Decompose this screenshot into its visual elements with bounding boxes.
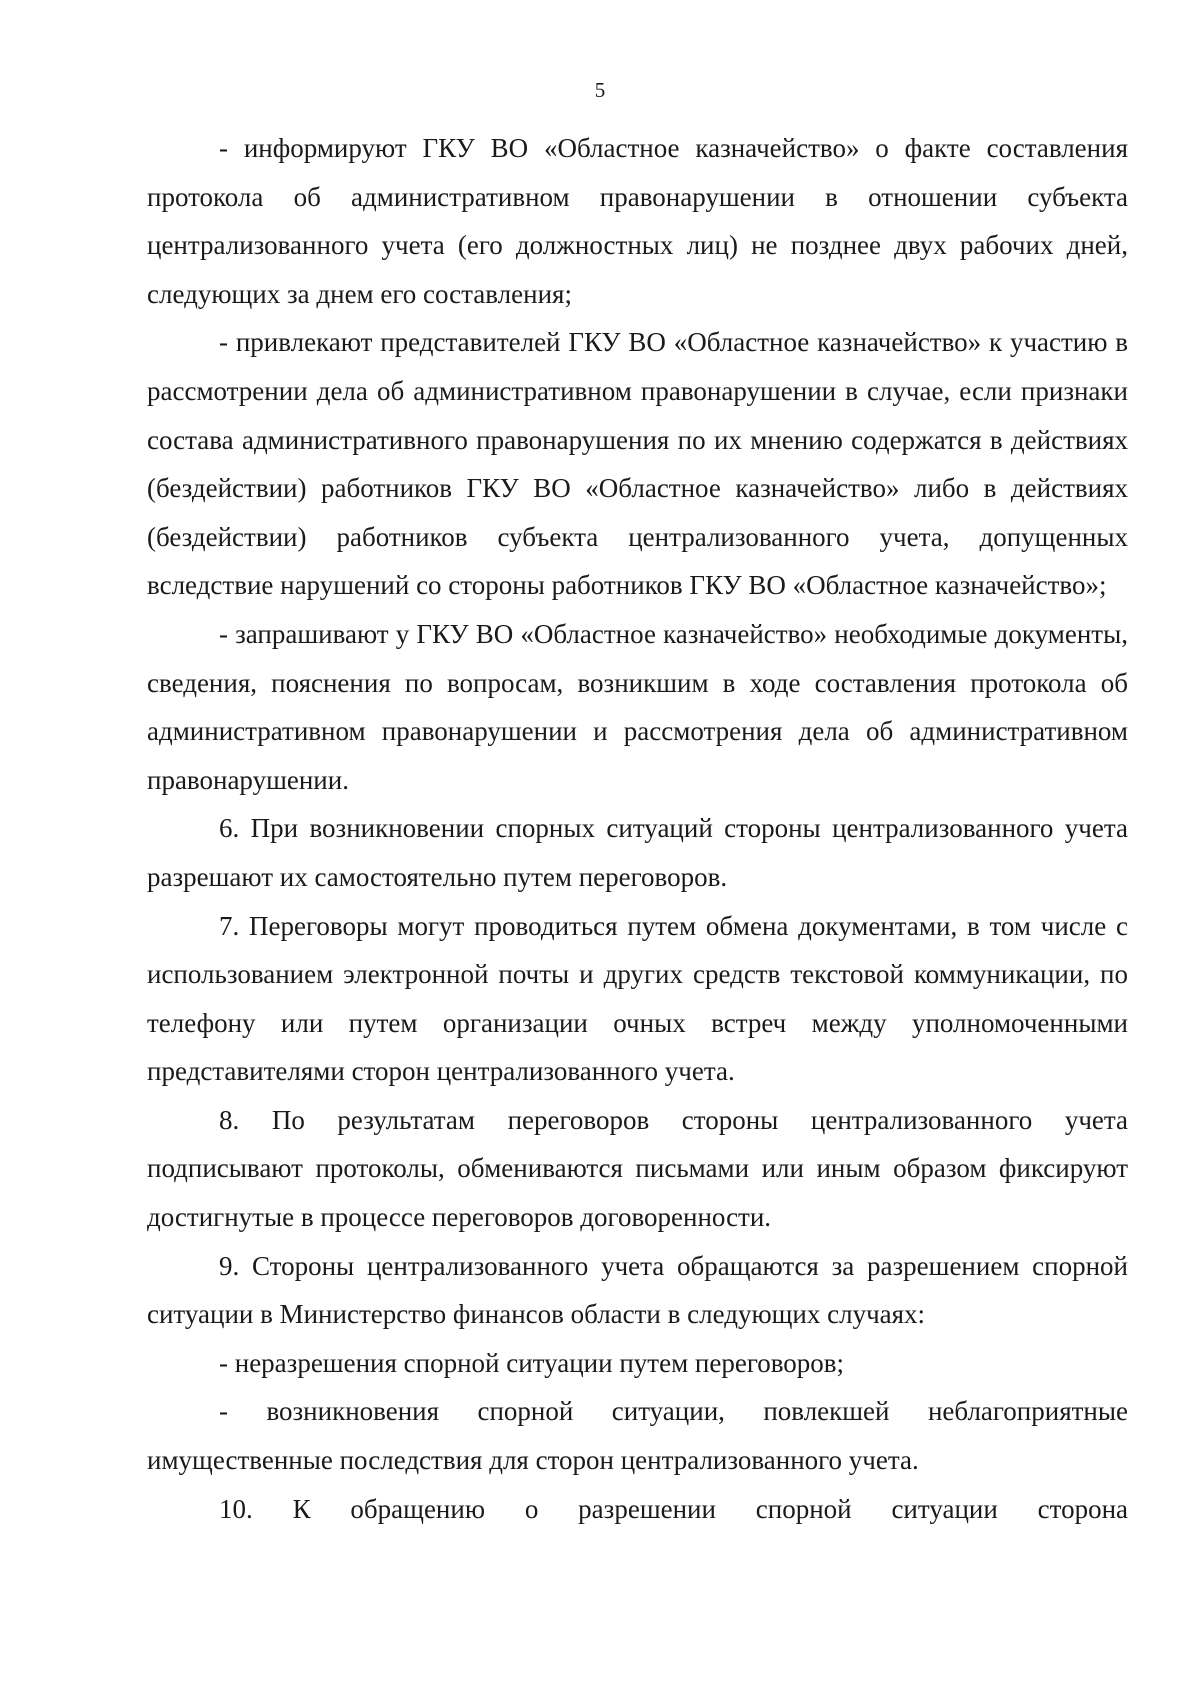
paragraph-case-negotiations: - неразрешения спорной ситуации путем переговоров;: [219, 1347, 845, 1378]
paragraph-item-6: 6. При возникновении спорных ситуаций стороны централизованного учета разрешают их самостоятельно путем переговоров.: [147, 813, 1128, 892]
paragraph-item-8: 8. По результатам переговоров стороны централизованного учета подписывают протоколы, обмениваются письмами или иным образом фиксируют достигнутые в процессе переговоров договоренности.: [147, 1104, 1128, 1233]
page-number: 5: [594, 78, 606, 102]
paragraph-item-9: 9. Стороны централизованного учета обращаются за разрешением спорной ситуации в Министерство финансов области в следующих случаях:: [147, 1250, 1128, 1330]
paragraph-inform-treasury: - информируют ГКУ ВО «Областное казначейство» о факте составления протокола об административном правонарушении в отношении субъекта централизованного учета (его должностных лиц) не позднее двух рабочих дней, следующих за днем его составления;: [147, 133, 1128, 309]
paragraph-request-documents: - запрашивают у ГКУ ВО «Областное казначейство» необходимые документы, сведения, пояснения по вопросам, возникшим в ходе составления протокола об административном правонарушении и рассмотрения дела об административном правонарушении.: [147, 618, 1128, 795]
paragraph-item-10: 10. К обращению о разрешении спорной ситуации сторона: [219, 1493, 1128, 1524]
paragraph-case-consequences: - возникновения спорной ситуации, повлекшей неблагоприятные имущественные последствия для сторон централизованного учета.: [147, 1396, 1128, 1476]
paragraph-involve-representatives: - привлекают представителей ГКУ ВО «Областное казначейство» к участию в рассмотрении дела об административном правонарушении в случае, если признаки состава административного правонарушения по их мнению содержатся в действиях (бездействии) работников ГКУ ВО «Областное казначейство» либо в действиях (бездействии) работников субъекта централизованного учета, допущенных вследствие нарушений со стороны работников ГКУ ВО «Областное казначейство»;: [147, 327, 1128, 601]
paragraph-item-7: 7. Переговоры могут проводиться путем обмена документами, в том числе с использованием электронной почты и других средств текстовой коммуникации, по телефону или путем организации очных встреч между уполномоченными представителями сторон централизованного учета.: [147, 910, 1128, 1087]
document-body: [147, 124, 1128, 1533]
